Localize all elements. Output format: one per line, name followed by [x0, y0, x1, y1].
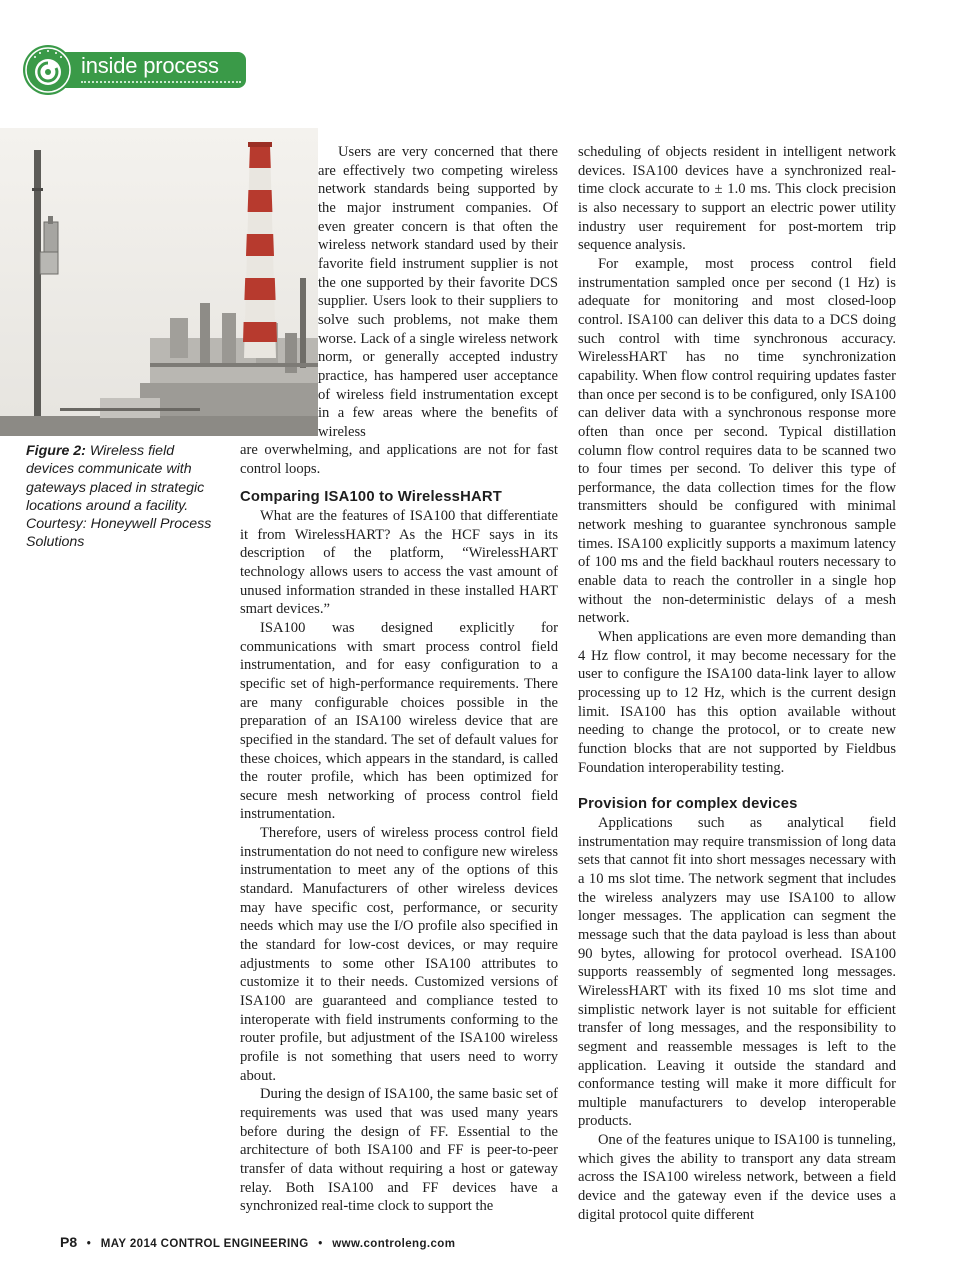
- intro-paragraph-top: [318, 143, 558, 442]
- magazine-logo-icon: [23, 45, 73, 95]
- intro-text-top: Users are very concerned that there are effectively two competing wireless network standards being supported by the major instrument companies. Of even greater concern is that often the wireless network standard used by their favorite field instrument supplier is not the one supported by their favorite DCS supplier. Users look to their suppliers to solve such problems, not make them worse. Lack of a single wireless network norm, or generally accepted industry practice, has hampered user acceptance of wireless field instrumentation except in a few areas where the benefits of wireless: [318, 144, 558, 440]
- section-heading-comparing: Comparing ISA100 to WirelessHART: [240, 489, 502, 506]
- website-link[interactable]: www.controleng.com: [332, 1238, 456, 1250]
- issue-info: MAY 2014 CONTROL ENGINEERING: [100, 1238, 309, 1250]
- section-banner: [23, 45, 246, 95]
- figure-label: Figure 2:: [26, 443, 86, 459]
- body-paragraph: Therefore, users of wireless process control field instrumentation do not need to configure new wireless instrumentation to meet any of the options of this standard. Manufacturers of other wireless devices may have specific cost, performance, or security needs which may use the I/O profile also specified in the standard for low-cost devices, or may require adjustments to some other ISA100 attributes to customize it to their needs. Customized versions of ISA100 are guaranteed and compliance tested to interoperate with field instruments conforming to the router profile, but adjustment of the ISA100 wireless profile is not something that users need to worry about.: [240, 825, 558, 1084]
- banner-dots: [81, 79, 241, 83]
- section-heading-complex-devices: Provision for complex devices: [578, 796, 798, 813]
- body-paragraph: One of the features unique to ISA100 is tunneling, which gives the ability to transport any data stream across the ISA100 wireless network, between a field device and the gateway even if the device uses a digital protocol quite different: [578, 1132, 896, 1223]
- page-footer: [60, 1234, 455, 1250]
- section-label: inside process: [81, 53, 219, 78]
- refinery-photo: [0, 128, 318, 436]
- body-paragraph: What are the features of ISA100 that differentiate it from WirelessHART? As the HCF says in its description of the platform, “WirelessHART technology allows users to access the vast amount of unused information stranded in these installed HART smart devices.”: [240, 507, 558, 618]
- intro-text-bottom: are overwhelming, and applications are not for fast control loops.: [240, 442, 558, 477]
- body-paragraph: For example, most process control field instrumentation sampled once per second (1 Hz) is adequate for monitoring and most closed-loop control. ISA100 can deliver this data to a DCS doing such control with time synchronous accuracy. WirelessHART has no time synchronization capability. When flow control requiring updates faster than once per second is to be configured, only ISA100 can deliver data with a synchronous response more often than once per second. Typical distillation column flow control requires data to be scanned two to four times per second. To deliver this type of performance, the data collection times for the flow transmitters should be configured with minimal network meshing to guarantee synchronous sample times. ISA100 explicitly supports a maximum latency of 100 ms and the field backhaul routers necessary to enable data to reach the controller in a single hop without the non-deterministic delays of a mesh network.: [578, 255, 896, 627]
- body-paragraph: During the design of ISA100, the same basic set of requirements was used that was used many years before during the design of FF. Essential to the architecture of both ISA100 and FF is peer-to-peer transfer of data without requiring a host or gateway relay. Both ISA100 and FF devices have a synchronized real-time clock to support the: [240, 1086, 558, 1215]
- figure-caption: [26, 442, 226, 552]
- body-paragraph: Applications such as analytical field instrumentation may require transmission of long data sets that cannot fit into short messages necessary with a 10 ms slot time. The network segment that includes the wireless analyzers may use ISA100 to allow longer messages. The application can segment the message such that the data payload is less than about 90 bytes, allowing for protocol overhead. ISA100 supports reassembly of segmented long messages. WirelessHART with its fixed 10 ms slot time and simplistic network layer is not suitable for efficient transfer of long messages, and the responsibility to segment and reassemble messages is left to the application. Leaving it outside the standard and conformance testing will make it more difficult for multiple manufacturers to develop interoperable products.: [578, 814, 896, 1130]
- figure-caption-text: Wireless field devices communicate with gateways placed in strategic locations around a facility. Courtesy: Honeywell Process Solutions: [26, 443, 212, 551]
- body-paragraph: When applications are even more demanding than 4 Hz flow control, it may become necessary for the user to configure the ISA100 data-link layer to allow processing up to 12 Hz, which is the current design limit. ISA100 has this option available without needing to change the protocol, or to create new function blocks that are not supported by Fieldbus Foundation interoperability testing.: [578, 629, 896, 776]
- body-paragraph: scheduling of objects resident in intelligent network devices. ISA100 devices have a synchronized real-time clock accurate to ± 1.0 ms. This clock precision is also necessary to support an electric power utility industry user requirement for post-mortem trip sequence analysis.: [578, 144, 896, 254]
- page-number: P8: [60, 1234, 78, 1250]
- bullet-separator: •: [318, 1238, 323, 1250]
- right-column: [578, 143, 896, 1224]
- body-paragraph: ISA100 was designed explicitly for communications with smart process control field instrumentation, and for easy configuration to a specific set of high-performance requirements. There are many configurable choices possible in the preparation of an ISA100 wireless device that are specified in the standard. The set of default values for these choices, which appears in the standard, is called the router profile, which has been optimized for secure mesh networking of process control field instrumentation.: [240, 619, 558, 823]
- middle-column: [240, 441, 558, 1216]
- bullet-separator: •: [86, 1238, 92, 1250]
